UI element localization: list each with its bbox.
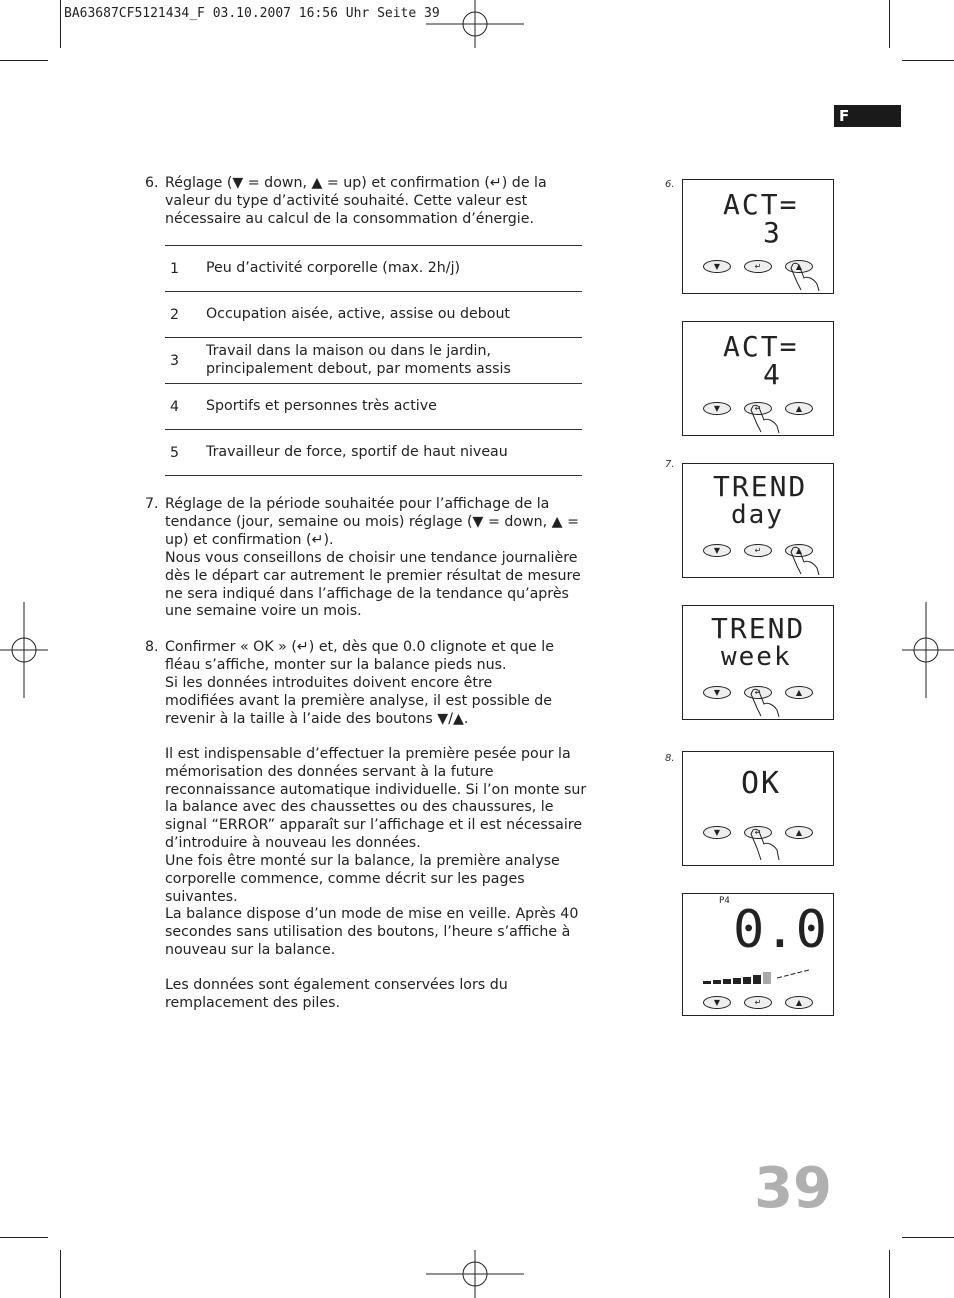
down-button[interactable]: ▼ bbox=[703, 544, 731, 557]
lcd-line1: ACT= bbox=[723, 330, 799, 363]
step-6-text: Réglage (▼ = down, ▲ = up) et confirmation (↵) de la valeur du type d’activité souhaité. Cette valeur est nécessaire au calcul de la consommation d’énergie. bbox=[165, 175, 547, 227]
activity-table bbox=[165, 245, 582, 476]
registration-mark-right bbox=[902, 602, 954, 698]
row-text: Travailleur de force, sportif de haut niveau bbox=[206, 443, 508, 460]
weight-readout: 0.0 bbox=[733, 900, 827, 960]
finger-pointer-icon bbox=[747, 688, 783, 718]
display-panel-act-4 bbox=[682, 321, 834, 436]
scale-beam-icon bbox=[777, 968, 811, 980]
row-number: 5 bbox=[170, 444, 180, 461]
row-text: Occupation aisée, active, assise ou debout bbox=[206, 305, 510, 322]
enter-button[interactable]: ↵ bbox=[744, 826, 772, 839]
up-button[interactable]: ▲ bbox=[785, 402, 813, 415]
table-row bbox=[165, 383, 582, 429]
crop-mark bbox=[0, 1237, 48, 1238]
lcd-line1: TREND bbox=[711, 612, 806, 645]
panel-label: 8. bbox=[665, 753, 675, 764]
crop-mark bbox=[60, 0, 61, 48]
note-first-weighing: Il est indispensable d’effectuer la première pesée pour la mémorisation des données servant à la future reconnaissance automatique individuelle. Si l’on monte sur la balance avec des chaussettes ou des chaussures, le signal “ERROR” apparaît sur l’affichage et il est nécessaire d’introduire à nouveau les données. bbox=[165, 746, 587, 851]
display-panel-ok bbox=[682, 751, 834, 866]
note-analysis: Une fois être monté sur la balance, la première analyse corporelle commence, comme décrit sur les pages suivantes. bbox=[165, 853, 560, 905]
finger-pointer-icon bbox=[747, 828, 783, 862]
up-button[interactable]: ▲ bbox=[785, 686, 813, 699]
display-panel-trend-week bbox=[682, 605, 834, 720]
finger-pointer-icon bbox=[787, 546, 823, 576]
panel-label: 6. bbox=[665, 179, 675, 190]
registration-mark-left bbox=[0, 602, 48, 698]
button-row bbox=[703, 996, 813, 1009]
step-number: 8. bbox=[145, 639, 159, 655]
row-text: Peu d’activité corporelle (max. 2h/j) bbox=[206, 259, 461, 276]
row-number: 3 bbox=[170, 352, 180, 369]
crop-mark bbox=[902, 1237, 954, 1238]
down-button[interactable]: ▼ bbox=[703, 686, 731, 699]
lcd-line1: TREND bbox=[713, 470, 808, 503]
step-7-advice: Nous vous conseillons de choisir une tendance journalière dès le départ car autrement le premier résultat de mesure ne sera indiqué dans l’affichage de la tendance qu’après une semaine voire un mois. bbox=[165, 550, 581, 620]
panel-label: 7. bbox=[665, 459, 675, 470]
enter-button[interactable]: ↵ bbox=[744, 686, 772, 699]
table-row bbox=[165, 337, 582, 383]
crop-mark bbox=[889, 1250, 890, 1298]
row-number: 2 bbox=[170, 306, 180, 323]
up-button[interactable]: ▲ bbox=[785, 996, 813, 1009]
down-button[interactable]: ▼ bbox=[703, 260, 731, 273]
crop-mark bbox=[889, 0, 890, 48]
step-8-text: Confirmer « OK » (↵) et, dès que 0.0 clignote et que le fléau s’affiche, monter sur la balance pieds nus. bbox=[165, 639, 554, 673]
row-number: 1 bbox=[170, 260, 180, 277]
crop-mark bbox=[60, 1250, 61, 1298]
up-button[interactable]: ▲ bbox=[785, 544, 813, 557]
note-standby: La balance dispose d’un mode de mise en veille. Après 40 secondes sans utilisation des boutons, l’heure s’affiche à nouveau sur la balance. bbox=[165, 906, 579, 958]
finger-pointer-icon bbox=[747, 404, 783, 434]
crop-mark bbox=[902, 60, 954, 61]
note-batteries: Les données sont également conservées lors du remplacement des piles. bbox=[165, 977, 508, 1011]
step-number: 7. bbox=[145, 496, 159, 512]
display-panel-trend-day bbox=[682, 463, 834, 578]
page-number: 39 bbox=[754, 1156, 832, 1221]
row-text: Sportifs et personnes très active bbox=[206, 397, 437, 414]
table-row bbox=[165, 245, 582, 291]
lcd-line2: 4 bbox=[763, 358, 782, 391]
down-button[interactable]: ▼ bbox=[703, 996, 731, 1009]
lcd-line2: week bbox=[721, 642, 792, 672]
up-button[interactable]: ▲ bbox=[785, 260, 813, 273]
registration-mark-top bbox=[426, 0, 524, 48]
down-button[interactable]: ▼ bbox=[703, 402, 731, 415]
row-number: 4 bbox=[170, 398, 180, 415]
enter-button[interactable]: ↵ bbox=[744, 996, 772, 1009]
registration-mark-bottom bbox=[426, 1250, 524, 1298]
lcd-line2: 3 bbox=[763, 216, 782, 249]
lcd-line2: day bbox=[731, 500, 784, 530]
print-header: BA63687CF5121434_F 03.10.2007 16:56 Uhr Seite 39 bbox=[64, 6, 440, 21]
user-indicator: P4 bbox=[719, 896, 730, 906]
language-tab: F bbox=[834, 105, 901, 127]
up-button[interactable]: ▲ bbox=[785, 826, 813, 839]
table-row bbox=[165, 429, 582, 476]
lcd-line1: OK bbox=[741, 766, 782, 801]
display-panel-act-3 bbox=[682, 179, 834, 294]
crop-mark bbox=[0, 60, 48, 61]
step-number: 6. bbox=[145, 175, 159, 191]
enter-button[interactable]: ↵ bbox=[744, 544, 772, 557]
display-panel-weight bbox=[682, 893, 834, 1016]
step-7-text: Réglage de la période souhaitée pour l’affichage de la tendance (jour, semaine ou mois) réglage (▼ = down, ▲ = up) et confirmation (↵). bbox=[165, 496, 579, 548]
step-8-modify: Si les données introduites doivent encore être modifiées avant la première analyse, il est possible de revenir à la taille à l’aide des boutons ▼/▲. bbox=[165, 675, 553, 727]
table-row bbox=[165, 291, 582, 337]
row-text: Travail dans la maison ou dans le jardin, principalement debout, par moments assis bbox=[206, 342, 511, 377]
lcd-line1: ACT= bbox=[723, 188, 799, 221]
enter-button[interactable]: ↵ bbox=[744, 402, 772, 415]
enter-button[interactable]: ↵ bbox=[744, 260, 772, 273]
finger-pointer-icon bbox=[787, 262, 823, 292]
level-bars bbox=[703, 972, 771, 984]
down-button[interactable]: ▼ bbox=[703, 826, 731, 839]
